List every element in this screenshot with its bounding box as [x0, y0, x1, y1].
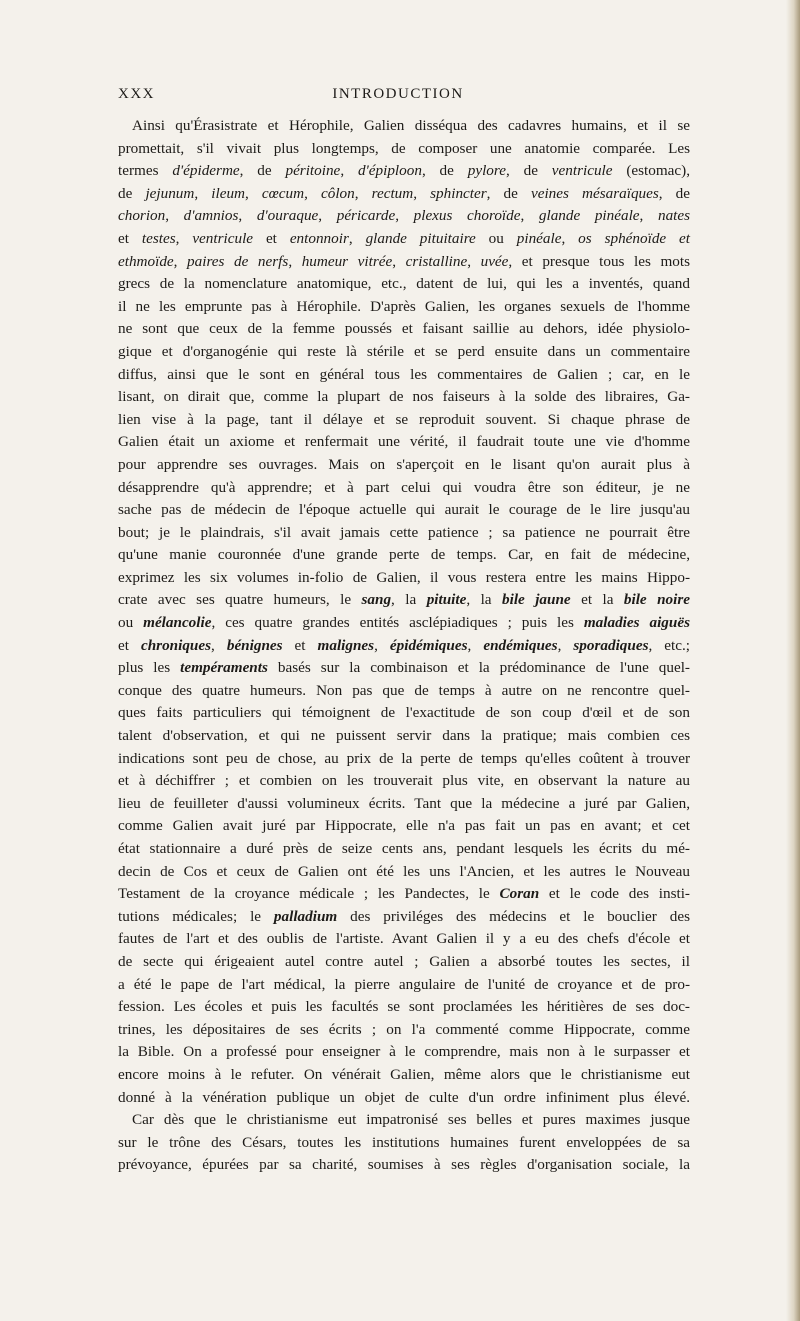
emphasized-term: Coran — [499, 885, 540, 903]
text-line — [118, 635, 690, 658]
text-line — [118, 1041, 690, 1064]
emphasized-term: veines mésaraïques — [530, 184, 659, 202]
text-run: fautes de l'art et des oublis de l'artiste. Avant Galien il y a eu des chefs d'école et — [118, 930, 690, 948]
page-number: XXX — [118, 86, 155, 102]
emphasized-term: malignes — [317, 636, 375, 654]
text-run: , la — [466, 591, 502, 609]
emphasized-term: d'ouraque — [256, 207, 319, 225]
text-run: et à déchiffrer ; et combien on les trouverait plus vite, en observant la nature au — [118, 772, 690, 790]
text-line — [118, 680, 690, 703]
text-line — [118, 725, 690, 748]
text-line — [118, 522, 690, 545]
text-line — [118, 205, 690, 228]
emphasized-term: sphincter — [430, 184, 487, 202]
text-run: ou — [475, 229, 517, 247]
text-run: , — [413, 184, 431, 202]
page-edge — [786, 0, 800, 1321]
text-run: et le code des insti- — [539, 885, 690, 903]
emphasized-term: entonnoir — [289, 229, 349, 247]
text-line — [118, 1109, 690, 1132]
text-run: lisant, on dirait que, comme la plupart de nos faiseurs à la solde des libraires, Ga- — [118, 388, 690, 406]
text-line — [118, 341, 690, 364]
text-run: de secte qui érigeaient autel contre autel ; Galien a absorbé toutes les sectes, il — [118, 952, 690, 970]
emphasized-term: mélancolie — [143, 614, 212, 632]
text-line — [118, 974, 690, 997]
emphasized-term: d'épiploon — [357, 162, 422, 180]
text-run: et — [118, 229, 142, 247]
text-run: , — [173, 252, 188, 270]
text-run: qu'une manie couronnée d'une grande perte de temps. Car, en fait de médecine, — [118, 546, 690, 564]
text-run: , — [467, 636, 484, 654]
text-run: termes — [118, 162, 173, 180]
text-run: prévoyance, épurées par sa charité, soumises à ses règles d'organisation sociale, la — [118, 1156, 690, 1174]
emphasized-term: palladium — [273, 907, 338, 925]
text-line — [118, 883, 690, 906]
text-line — [118, 499, 690, 522]
text-line — [118, 1019, 690, 1042]
text-run: , — [392, 252, 406, 270]
text-line — [118, 612, 690, 635]
text-run: , — [561, 229, 579, 247]
emphasized-term: pylore — [467, 162, 506, 180]
text-line — [118, 748, 690, 771]
text-run: , — [374, 636, 390, 654]
text-run: exprimez les six volumes in-folio de Galien, il vous restera entre les mains Hippo- — [118, 568, 690, 586]
text-line — [118, 567, 690, 590]
text-run: , la — [391, 591, 427, 609]
emphasized-term: chroniques — [140, 636, 212, 654]
text-run: Car dès que le christianisme eut impatronisé ses belles et pures maximes jusque — [132, 1111, 690, 1129]
emphasized-term: d'épiderme — [172, 162, 240, 180]
text-line — [118, 1087, 690, 1110]
text-run: , — [318, 207, 337, 225]
text-line — [118, 951, 690, 974]
text-line — [118, 409, 690, 432]
text-run: lien vise à la page, tant il délaye et se reproduit souvent. Si chaque phrase de — [118, 410, 690, 428]
text-run: et — [118, 636, 141, 654]
emphasized-term: pituite — [426, 591, 467, 609]
text-line — [118, 906, 690, 929]
text-line — [118, 1132, 690, 1155]
text-line — [118, 454, 690, 477]
text-line — [118, 296, 690, 319]
emphasized-term: ethmoïde — [118, 252, 174, 270]
text-line — [118, 386, 690, 409]
text-run: la Bible. On a professé pour enseigner à le comprendre, mais non à le surpasser et — [118, 1043, 690, 1061]
text-run: encore moins à le refuter. On vénérait Galien, même alors que le christianisme eut — [118, 1065, 690, 1083]
text-run: trines, les dépositaires de ses écrits ; on l'a commenté comme Hippocrate, comme — [118, 1020, 690, 1038]
emphasized-term: uvée — [480, 252, 509, 270]
text-run: , de — [505, 162, 552, 180]
text-line — [118, 815, 690, 838]
emphasized-term: cœcum — [261, 184, 305, 202]
text-run: grecs de la nomenclature anatomique, etc., datent de lui, qui les a inventés, quand — [118, 275, 690, 293]
emphasized-term: épidémiques — [389, 636, 468, 654]
text-line — [118, 431, 690, 454]
text-run: il ne les emprunte pas à Hérophile. D'après Galien, les organes sexuels de l'homme — [118, 297, 690, 315]
text-run: et — [253, 229, 290, 247]
emphasized-term: os sphénoïde et — [578, 229, 691, 247]
text-line — [118, 928, 690, 951]
text-line — [118, 477, 690, 500]
text-run: donné à la vénération publique un objet de culte d'un ordre infiniment plus élevé. — [118, 1088, 690, 1106]
text-run: comme Galien avait juré par Hippocrate, elle n'a pas fait un pas en avant; et cet — [118, 817, 690, 835]
text-run: , — [395, 207, 414, 225]
text-line — [118, 228, 690, 251]
emphasized-term: bile jaune — [502, 591, 571, 609]
text-run: a été le pape de l'art médical, la pierre angulaire de l'unité de croyance et de pro- — [118, 975, 690, 993]
emphasized-term: ileum — [211, 184, 246, 202]
text-line — [118, 996, 690, 1019]
text-run: talent d'observation, et qui ne puissent servir dans la pratique; mais combien ces — [118, 727, 690, 745]
text-run: ou — [118, 614, 144, 632]
text-run: sache pas de médecin de l'époque actuelle qui aurait le courage de le lire jusqu'au — [118, 501, 690, 519]
text-line — [118, 838, 690, 861]
text-line — [118, 138, 690, 161]
text-run: Testament de la croyance médicale ; les Pandectes, le — [118, 885, 500, 903]
text-line — [118, 183, 690, 206]
emphasized-term: bile noire — [623, 591, 691, 609]
text-run: promettait, s'il vivait plus longtemps, de composer une anatomie comparée. Les — [118, 139, 690, 157]
text-run: , de — [486, 184, 531, 202]
text-run: , — [520, 207, 539, 225]
text-run: , ces quatre grandes entités asclépiadiques ; puis les — [211, 614, 584, 632]
emphasized-term: maladies aiguës — [583, 614, 690, 632]
text-run: et — [282, 636, 318, 654]
text-run: , — [348, 229, 366, 247]
text-run: , — [288, 252, 302, 270]
text-run: , — [175, 229, 193, 247]
text-run: pour apprendre ses ouvrages. Mais on s'aperçoit en le lisant qu'on aurait plus à — [118, 455, 690, 473]
text-run: , — [639, 207, 658, 225]
text-run: des priviléges des médecins et le bouclier des — [337, 907, 690, 925]
emphasized-term: nates — [657, 207, 691, 225]
text-line — [118, 160, 690, 183]
text-line — [118, 770, 690, 793]
text-run: de — [118, 184, 146, 202]
text-run: decin de Cos et ceux de Galien ont été les uns l'Ancien, et les autres le Nouveau — [118, 862, 690, 880]
text-line — [118, 544, 690, 567]
text-line — [118, 1154, 690, 1177]
emphasized-term: tempéraments — [180, 659, 268, 677]
text-run: conque des quatre humeurs. Non pas que de temps à autre on ne rencontre quel- — [118, 681, 690, 699]
emphasized-term: paires de nerfs — [187, 252, 289, 270]
text-line — [118, 115, 690, 138]
text-run: , — [165, 207, 184, 225]
text-run: tutions médicales; le — [118, 907, 274, 925]
emphasized-term: ventricule — [551, 162, 613, 180]
emphasized-term: endémiques — [483, 636, 558, 654]
text-run: , — [467, 252, 481, 270]
text-run: , — [340, 162, 358, 180]
text-run: ne sont que ceux de la femme poussés et faisant saillie au dehors, idée physiolo- — [118, 320, 690, 338]
text-run: , de — [421, 162, 468, 180]
text-line — [118, 251, 690, 274]
text-run: , de — [658, 184, 691, 202]
text-line — [118, 364, 690, 387]
emphasized-term: d'amnios — [183, 207, 239, 225]
text-run: et la — [570, 591, 624, 609]
text-run: , — [211, 636, 227, 654]
text-run: gique et d'organogénie qui reste là stérile et se perd ensuite dans un commentaire — [118, 342, 690, 360]
emphasized-term: pinéale — [516, 229, 562, 247]
text-run: crate avec ses quatre humeurs, le — [118, 591, 362, 609]
emphasized-term: péricarde — [336, 207, 396, 225]
emphasized-term: ventricule — [192, 229, 254, 247]
emphasized-term: chorion — [118, 207, 166, 225]
text-run: indications sont peu de chose, au prix de la perte de temps qu'elles coûtent à trouver — [118, 749, 690, 767]
text-run: Galien était un axiome et renfermait une vérité, il faudrait toute une vie d'homme — [118, 433, 690, 451]
text-run: , — [238, 207, 257, 225]
emphasized-term: plexus choroïde — [413, 207, 521, 225]
text-run: Ainsi qu'Érasistrate et Hérophile, Galien disséqua des cadavres humains, et il se — [132, 117, 690, 134]
emphasized-term: bénignes — [226, 636, 283, 654]
emphasized-term: sporadiques — [573, 636, 649, 654]
text-run: lieu de feuilleter d'aussi volumineux écrits. Tant que la médecine a juré par Galien, — [118, 794, 690, 812]
emphasized-term: humeur vitrée — [301, 252, 393, 270]
text-line — [118, 1064, 690, 1087]
emphasized-term: glande pituitaire — [365, 229, 476, 247]
running-title: INTRODUCTION — [332, 86, 464, 102]
text-line — [118, 589, 690, 612]
text-line — [118, 702, 690, 725]
text-run: , de — [239, 162, 286, 180]
emphasized-term: testes — [141, 229, 176, 247]
text-line — [118, 861, 690, 884]
text-run: , et presque tous les mots — [508, 252, 691, 270]
text-run: , etc.; — [648, 636, 691, 654]
text-line — [118, 657, 690, 680]
text-run: , — [304, 184, 321, 202]
text-run: ques faits particuliers qui témoignent de l'exactitude de son coup d'œil et de son — [118, 704, 690, 722]
emphasized-term: cristalline — [405, 252, 468, 270]
text-run: plus les — [118, 659, 181, 677]
body-text — [118, 115, 690, 1177]
text-run: , — [354, 184, 372, 202]
text-run: , — [194, 184, 212, 202]
text-run: fession. Les écoles et puis les facultés se sont proclamées les héritières de ses doc- — [118, 998, 690, 1016]
emphasized-term: glande pinéale — [538, 207, 640, 225]
text-run: bout; je le plaindrais, s'il avait jamais cette patience ; sa patience ne pourrait être — [118, 523, 690, 541]
text-run: désapprendre qu'à apprendre; et à part celui qui voudra être son éditeur, je ne — [118, 478, 690, 496]
text-run: (estomac), — [612, 162, 691, 180]
text-line — [118, 273, 690, 296]
text-run: sur le trône des Césars, toutes les institutions humaines furent enveloppées de sa — [118, 1133, 690, 1151]
text-run: diffus, ainsi que le sont en général tous les commentaires de Galien ; car, en le — [118, 365, 690, 383]
page-header — [118, 86, 678, 106]
emphasized-term: côlon — [320, 184, 355, 202]
text-run: , — [557, 636, 574, 654]
emphasized-term: sang — [361, 591, 392, 609]
emphasized-term: jejunum — [145, 184, 195, 202]
text-line — [118, 318, 690, 341]
text-run: basés sur la combinaison et la prédominance de l'une quel- — [267, 659, 690, 677]
emphasized-term: péritoine — [285, 162, 341, 180]
text-run: , — [245, 184, 262, 202]
text-line — [118, 793, 690, 816]
emphasized-term: rectum — [371, 184, 414, 202]
text-run: état stationnaire a duré près de seize cents ans, pendant lesquels les écrits du mé- — [118, 840, 690, 857]
